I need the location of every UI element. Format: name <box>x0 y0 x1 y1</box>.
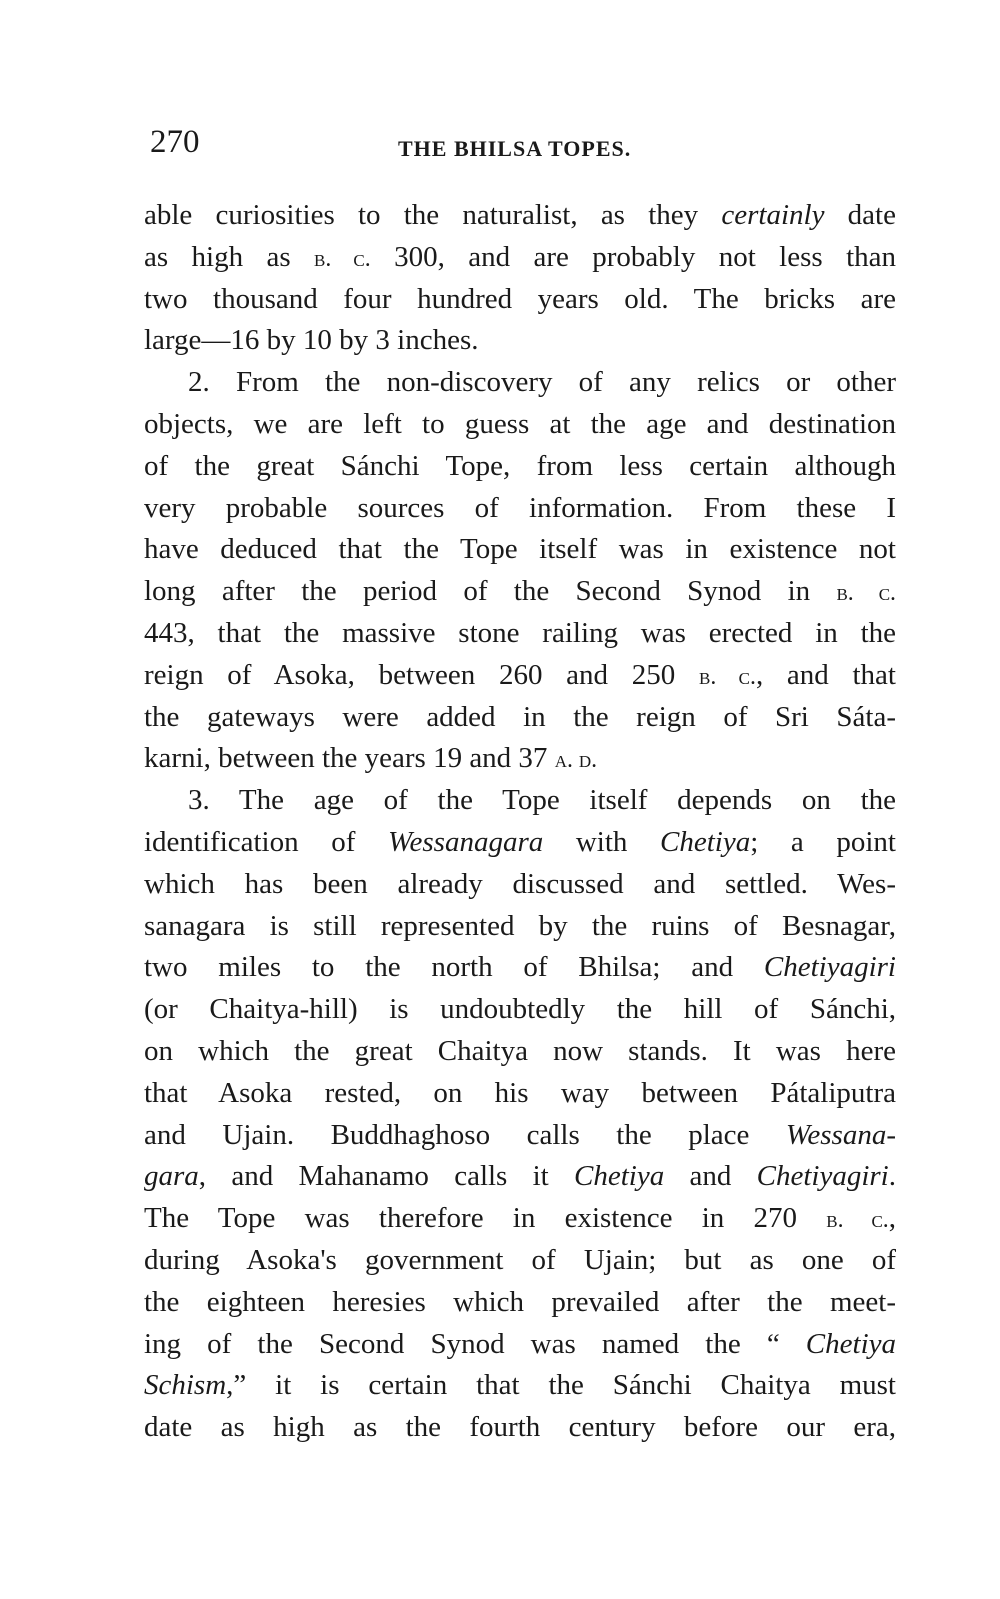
text-segment: during Asoka's government of Ujain; but as one of <box>144 1243 896 1276</box>
text-segment: Chetiya <box>660 825 751 858</box>
running-title: THE BHILSA TOPES. <box>398 136 632 161</box>
text-line <box>144 780 896 822</box>
text-segment: Chetiyagiri <box>756 1160 889 1193</box>
text-segment: with <box>543 825 661 858</box>
text-segment: long after the period of the Second Synod in <box>144 575 837 608</box>
text-line <box>144 1240 896 1282</box>
text-segment: b. c. <box>314 245 371 272</box>
text-segment: ing of the Second Synod was named the “ <box>144 1327 806 1360</box>
text-line <box>144 571 896 613</box>
text-line <box>144 1031 896 1073</box>
text-segment: b. c. <box>698 663 756 690</box>
text-segment: have deduced that the Tope itself was in existence not <box>144 533 896 566</box>
text-line <box>144 446 896 488</box>
text-line <box>144 488 896 530</box>
text-line <box>144 1365 896 1407</box>
text-segment: ,” it is certain that the Sánchi Chaitya must <box>226 1369 896 1402</box>
text-segment: , and that <box>755 658 896 691</box>
text-line <box>144 1282 896 1324</box>
text-line <box>144 655 896 697</box>
text-segment: gara <box>144 1160 199 1193</box>
text-segment: . <box>888 1160 896 1193</box>
text-segment: (or Chaitya-hill) is undoubtedly the hill of Sánchi, <box>144 993 896 1026</box>
text-line <box>144 738 896 780</box>
text-line <box>144 906 896 948</box>
text-segment: b. c. <box>836 580 896 607</box>
text-segment: Chetiya <box>805 1327 896 1360</box>
text-line <box>144 404 896 446</box>
page-number: 270 <box>150 124 200 160</box>
text-segment: Wessanagara <box>388 825 544 858</box>
text-line <box>144 362 896 404</box>
text-segment: certainly <box>721 199 825 231</box>
text-segment: , and Mahanamo calls it <box>198 1160 575 1193</box>
text-segment: as high as <box>144 240 315 273</box>
text-segment: identification of <box>144 825 388 858</box>
text-line <box>144 822 896 864</box>
text-segment: able curiosities to the naturalist, as they <box>144 199 722 231</box>
text-line <box>144 1198 896 1240</box>
text-line <box>144 237 896 279</box>
text-segment: of the great Sánchi Tope, from less certain although <box>144 449 896 482</box>
body-text <box>144 195 896 1449</box>
text-line <box>144 864 896 906</box>
text-line <box>144 279 896 321</box>
text-segment: the eighteen heresies which prevailed after the meet- <box>144 1285 896 1318</box>
paragraph <box>144 780 896 1449</box>
text-line <box>144 613 896 655</box>
text-segment: two miles to the north of Bhilsa; and <box>144 951 764 984</box>
text-line <box>144 1156 896 1198</box>
text-segment: 300, and are probably not less than <box>370 240 896 273</box>
text-segment: and Ujain. Buddhaghoso calls the place <box>144 1118 786 1151</box>
text-segment: ; a point <box>750 825 896 858</box>
text-segment: date <box>824 199 896 231</box>
text-segment: reign of Asoka, between 260 and 250 <box>144 658 699 691</box>
text-line <box>144 1073 896 1115</box>
text-line <box>144 1407 896 1449</box>
text-segment: very probable sources of information. From these I <box>144 491 896 524</box>
paragraph <box>144 195 896 362</box>
text-segment: sanagara is still represented by the ruins of Besnagar, <box>144 909 896 942</box>
text-line <box>144 1324 896 1366</box>
text-segment: the gateways were added in the reign of Sri Sáta- <box>144 700 896 733</box>
text-segment: which has been already discussed and settled. Wes- <box>144 867 896 900</box>
text-segment: 443, that the massive stone railing was erected in the <box>144 616 896 649</box>
text-segment: 2. From the non-discovery of any relics or other <box>188 366 896 399</box>
text-line <box>144 989 896 1031</box>
text-line <box>144 697 896 739</box>
text-segment: date as high as the fourth century before our era, <box>144 1411 896 1444</box>
text-segment: The Tope was therefore in existence in 270 <box>144 1202 827 1235</box>
paragraph <box>144 362 896 780</box>
text-line <box>144 947 896 989</box>
text-segment: objects, we are left to guess at the age and destination <box>144 407 896 440</box>
text-segment: , <box>888 1202 896 1235</box>
text-line <box>144 195 896 237</box>
text-segment: Chetiya <box>574 1160 665 1193</box>
text-segment: Schism <box>144 1369 227 1402</box>
text-segment: on which the great Chaitya now stands. It was here <box>144 1034 896 1067</box>
text-line <box>144 1115 896 1157</box>
text-line <box>144 529 896 571</box>
text-segment: karni, between the years 19 and 37 <box>144 742 555 775</box>
text-segment: and <box>664 1160 757 1193</box>
text-line <box>144 320 896 362</box>
text-segment: Chetiyagiri <box>763 951 896 984</box>
text-segment: b. c. <box>826 1207 889 1234</box>
text-segment: that Asoka rested, on his way between Pátaliputra <box>144 1076 896 1109</box>
text-segment: large—16 by 10 by 3 inches. <box>144 324 479 357</box>
text-segment: Wessana- <box>785 1118 896 1151</box>
text-segment: 3. The age of the Tope itself depends on the <box>188 784 896 817</box>
text-segment: a. d. <box>554 747 598 774</box>
text-segment: two thousand four hundred years old. The bricks are <box>144 282 896 315</box>
page-header <box>150 124 890 174</box>
